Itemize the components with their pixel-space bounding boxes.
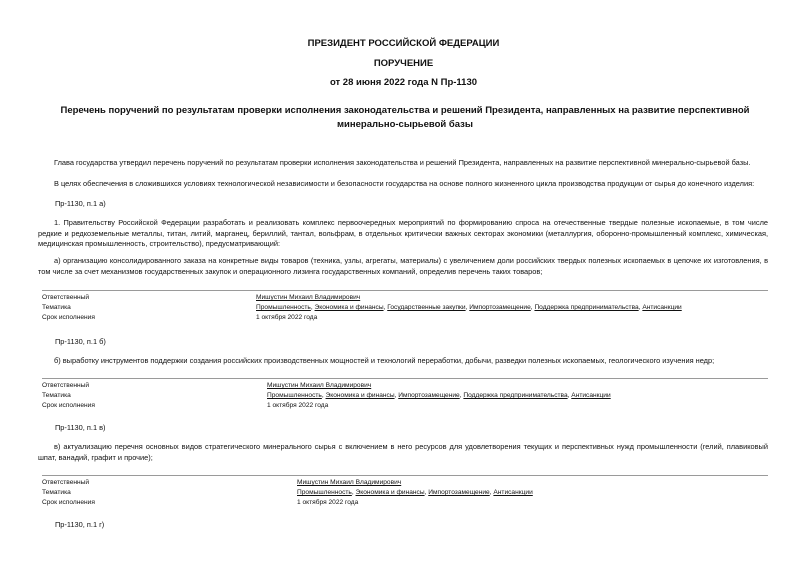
topic-separator: ,	[321, 392, 326, 399]
topic-separator: ,	[394, 392, 399, 399]
meta-label: Тематика	[42, 392, 71, 399]
deadline-value: 1 октября 2022 года	[267, 402, 329, 409]
topic-link[interactable]: Поддержка предпринимательства	[534, 304, 639, 311]
responsible-link[interactable]: Мишустин Михаил Владимирович	[297, 479, 402, 486]
topics-list	[297, 488, 533, 498]
topic-separator: ,	[424, 489, 429, 496]
meta-label: Тематика	[42, 489, 71, 496]
topic-separator: ,	[567, 392, 572, 399]
topic-link[interactable]: Антисанкции	[571, 392, 611, 399]
topic-link[interactable]: Импортозамещение	[469, 304, 531, 311]
item-ref-1b: Пр-1130, п.1 б)	[55, 337, 106, 346]
meta-label: Срок исполнения	[42, 402, 95, 409]
divider	[42, 475, 768, 476]
topic-separator: ,	[530, 304, 535, 311]
document-title: Перечень поручений по результатам проверки исполнения законодательства и решений Президента, направленных на развитие перспективной минерально-сырьевой базы	[60, 105, 750, 130]
topic-separator: ,	[489, 489, 494, 496]
topic-link[interactable]: Государственные закупки	[387, 304, 466, 311]
topic-link[interactable]: Импортозамещение	[398, 392, 460, 399]
meta-label: Ответственный	[42, 382, 90, 389]
meta-label: Срок исполнения	[42, 499, 95, 506]
topics-list	[267, 391, 611, 401]
topics-list	[256, 303, 682, 313]
topic-separator: ,	[351, 489, 356, 496]
topic-link[interactable]: Импортозамещение	[428, 489, 490, 496]
item-text-1a: а) организацию консолидированного заказа на конкретные виды товаров (техника, узлы, агрегаты, материалы) с увеличением доли российских твердых полезных ископаемых в цепочке их изготовления, в том числе за счет механизмов государственных закупок и операционного лизинга государственных компаний, определив перечень таких товаров;	[38, 256, 768, 276]
meta-label: Срок исполнения	[42, 314, 95, 321]
item-ref-1g: Пр-1130, п.1 г)	[55, 520, 105, 529]
deadline-value: 1 октября 2022 года	[256, 314, 318, 321]
responsible-link[interactable]: Мишустин Михаил Владимирович	[267, 382, 372, 389]
topic-link[interactable]: Экономика и финансы	[325, 392, 395, 399]
item-text-1v: в) актуализацию перечня основных видов стратегического минерального сырья с включением в него ресурсов для удовлетворения текущих и перспективных нужд промышленности (гелий, плавиковый шпат, ванадий, графит и прочие);	[38, 442, 768, 462]
header-org: ПРЕЗИДЕНТ РОССИЙСКОЙ ФЕДЕРАЦИИ	[307, 38, 500, 49]
deadline-value: 1 октября 2022 года	[297, 499, 359, 506]
topic-separator: ,	[459, 392, 464, 399]
header-doc-type: ПОРУЧЕНИЕ	[373, 58, 434, 69]
divider	[42, 378, 768, 379]
responsible-link[interactable]: Мишустин Михаил Владимирович	[256, 294, 361, 301]
meta-label: Тематика	[42, 304, 71, 311]
meta-label: Ответственный	[42, 294, 90, 301]
item-preamble-1: 1. Правительству Российской Федерации разработать и реализовать комплекс первоочередных мероприятий по формированию спроса на отечественные твердые полезные ископаемые, в том числе редкие и редкоземельные металлы, титан, литий, марганец, бериллий, тантал, вольфрам, в отдельных критически важных секторах экономики (металлургия, оборонно-промышленный комплекс, химическая, медицинская промышленность, строительство), предусматривающий:	[38, 218, 768, 248]
topic-separator: ,	[638, 304, 643, 311]
intro-paragraph-1: Глава государства утвердил перечень поручений по результатам проверки исполнения законодательства и решений Президента, направленных на развитие перспективной минерально-сырьевой базы.	[54, 158, 751, 167]
item-ref-1v: Пр-1130, п.1 в)	[55, 423, 106, 432]
topic-link[interactable]: Промышленность	[267, 392, 322, 399]
item-text-1b: б) выработку инструментов поддержки создания российских производственных мощностей и технологий переработки, добычи, разведки полезных ископаемых, геологического изучения недр;	[54, 356, 715, 365]
topic-link[interactable]: Промышленность	[256, 304, 311, 311]
topic-link[interactable]: Антисанкции	[493, 489, 533, 496]
topic-link[interactable]: Экономика и финансы	[314, 304, 384, 311]
topic-separator: ,	[310, 304, 315, 311]
topic-link[interactable]: Экономика и финансы	[355, 489, 425, 496]
divider	[42, 290, 768, 291]
topic-separator: ,	[465, 304, 470, 311]
topic-separator: ,	[383, 304, 388, 311]
meta-label: Ответственный	[42, 479, 90, 486]
topic-link[interactable]: Антисанкции	[642, 304, 682, 311]
topic-link[interactable]: Поддержка предпринимательства	[463, 392, 568, 399]
intro-paragraph-2: В целях обеспечения в сложившихся условиях технологической независимости и безопасности государства на основе полного жизненного цикла производства продукции от сырья до конечного изделия:	[54, 179, 755, 188]
header-date-number: от 28 июня 2022 года N Пр-1130	[329, 77, 478, 88]
item-ref-1a: Пр-1130, п.1 а)	[55, 199, 106, 208]
topic-link[interactable]: Промышленность	[297, 489, 352, 496]
